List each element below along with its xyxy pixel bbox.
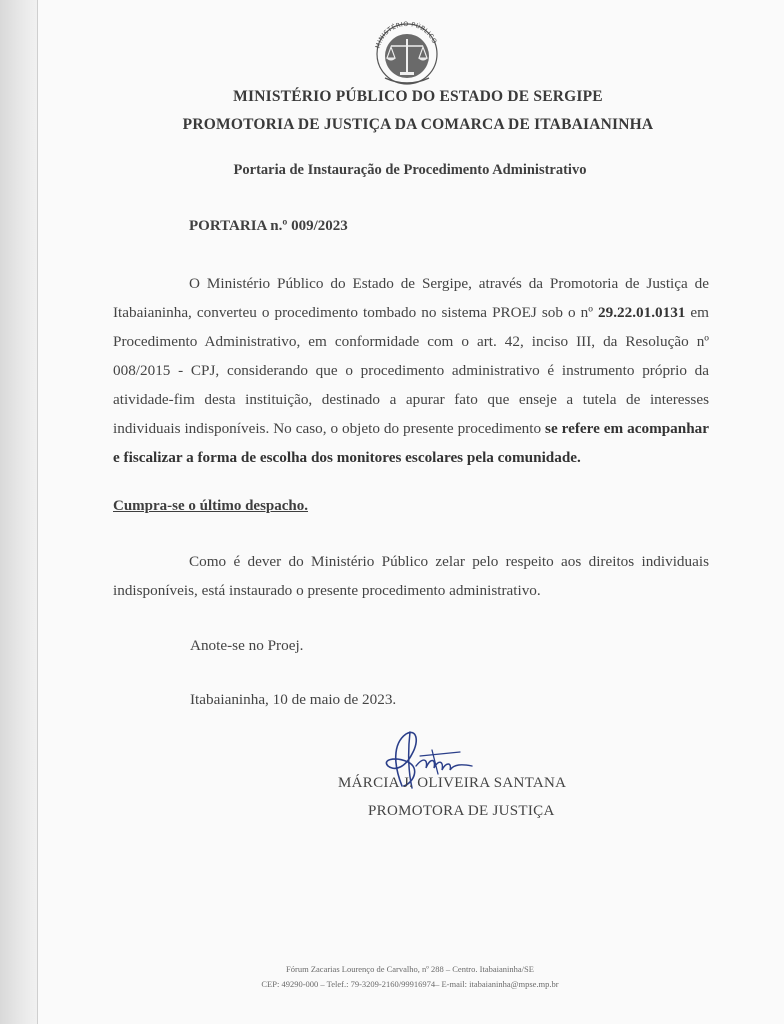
footer-address: Fórum Zacarias Lourenço de Carvalho, nº 288 – Centro. Itabaianinha/SE <box>286 964 534 974</box>
signer-role: PROMOTORA DE JUSTIÇA <box>368 803 555 819</box>
paragraph-conversion <box>113 269 709 472</box>
paragraph-instauration: Como é dever do Ministério Público zelar pelo respeito aos direitos individuais indisponíveis, está instaurado o presente procedimento administrativo. <box>113 553 709 599</box>
anote-line: Anote-se no Proej. <box>190 637 304 654</box>
process-number: 29.22.01.0131 <box>598 304 686 321</box>
scan-left-margin <box>0 0 38 1024</box>
paragraph-conversion-part1: O Ministério Público do Estado de Sergipe, através da Promotoria de Justiça de Itabaianinha, converteu o procedimento tombado no sistema PROEJ sob o nº <box>113 275 709 321</box>
ministerio-publico-seal-icon <box>367 14 447 88</box>
footer-contact: CEP: 49290-000 – Telef.: 79-3209-2160/99916974– E-mail: itabaianinha@mpse.mp.br <box>261 979 559 989</box>
paragraph-conversion-part2: em Procedimento Administrativo, em conformidade com o art. 42, inciso III, da Resolução nº 008/2015 - CPJ, considerando que o procedimento administrativo é instrumento próprio da atividade-fim desta instituição, destinado a apurar fato que enseje a tutela de interesses individuais indisponíveis. No caso, o objeto do presente procedimento <box>113 304 709 437</box>
procedure-object: se refere em acompanhar e fiscalizar a forma de escolha dos monitores escolares pela comunidade. <box>113 420 710 466</box>
institution-name: MINISTÉRIO PÚBLICO DO ESTADO DE SERGIPE <box>233 88 603 105</box>
portaria-number: PORTARIA n.º 009/2023 <box>189 218 348 234</box>
signer-name: MÁRCIA J. OLIVEIRA SANTANA <box>338 775 567 791</box>
promotoria-name: PROMOTORIA DE JUSTIÇA DA COMARCA DE ITABAIANINHA <box>182 116 654 133</box>
cumpra-heading: Cumpra-se o último despacho. <box>113 498 309 514</box>
seal-ring-text: MINISTÉRIO PÚBLICO <box>374 20 438 50</box>
document-subtitle: Portaria de Instauração de Procedimento Administrativo <box>233 162 587 178</box>
place-date: Itabaianinha, 10 de maio de 2023. <box>190 691 397 708</box>
